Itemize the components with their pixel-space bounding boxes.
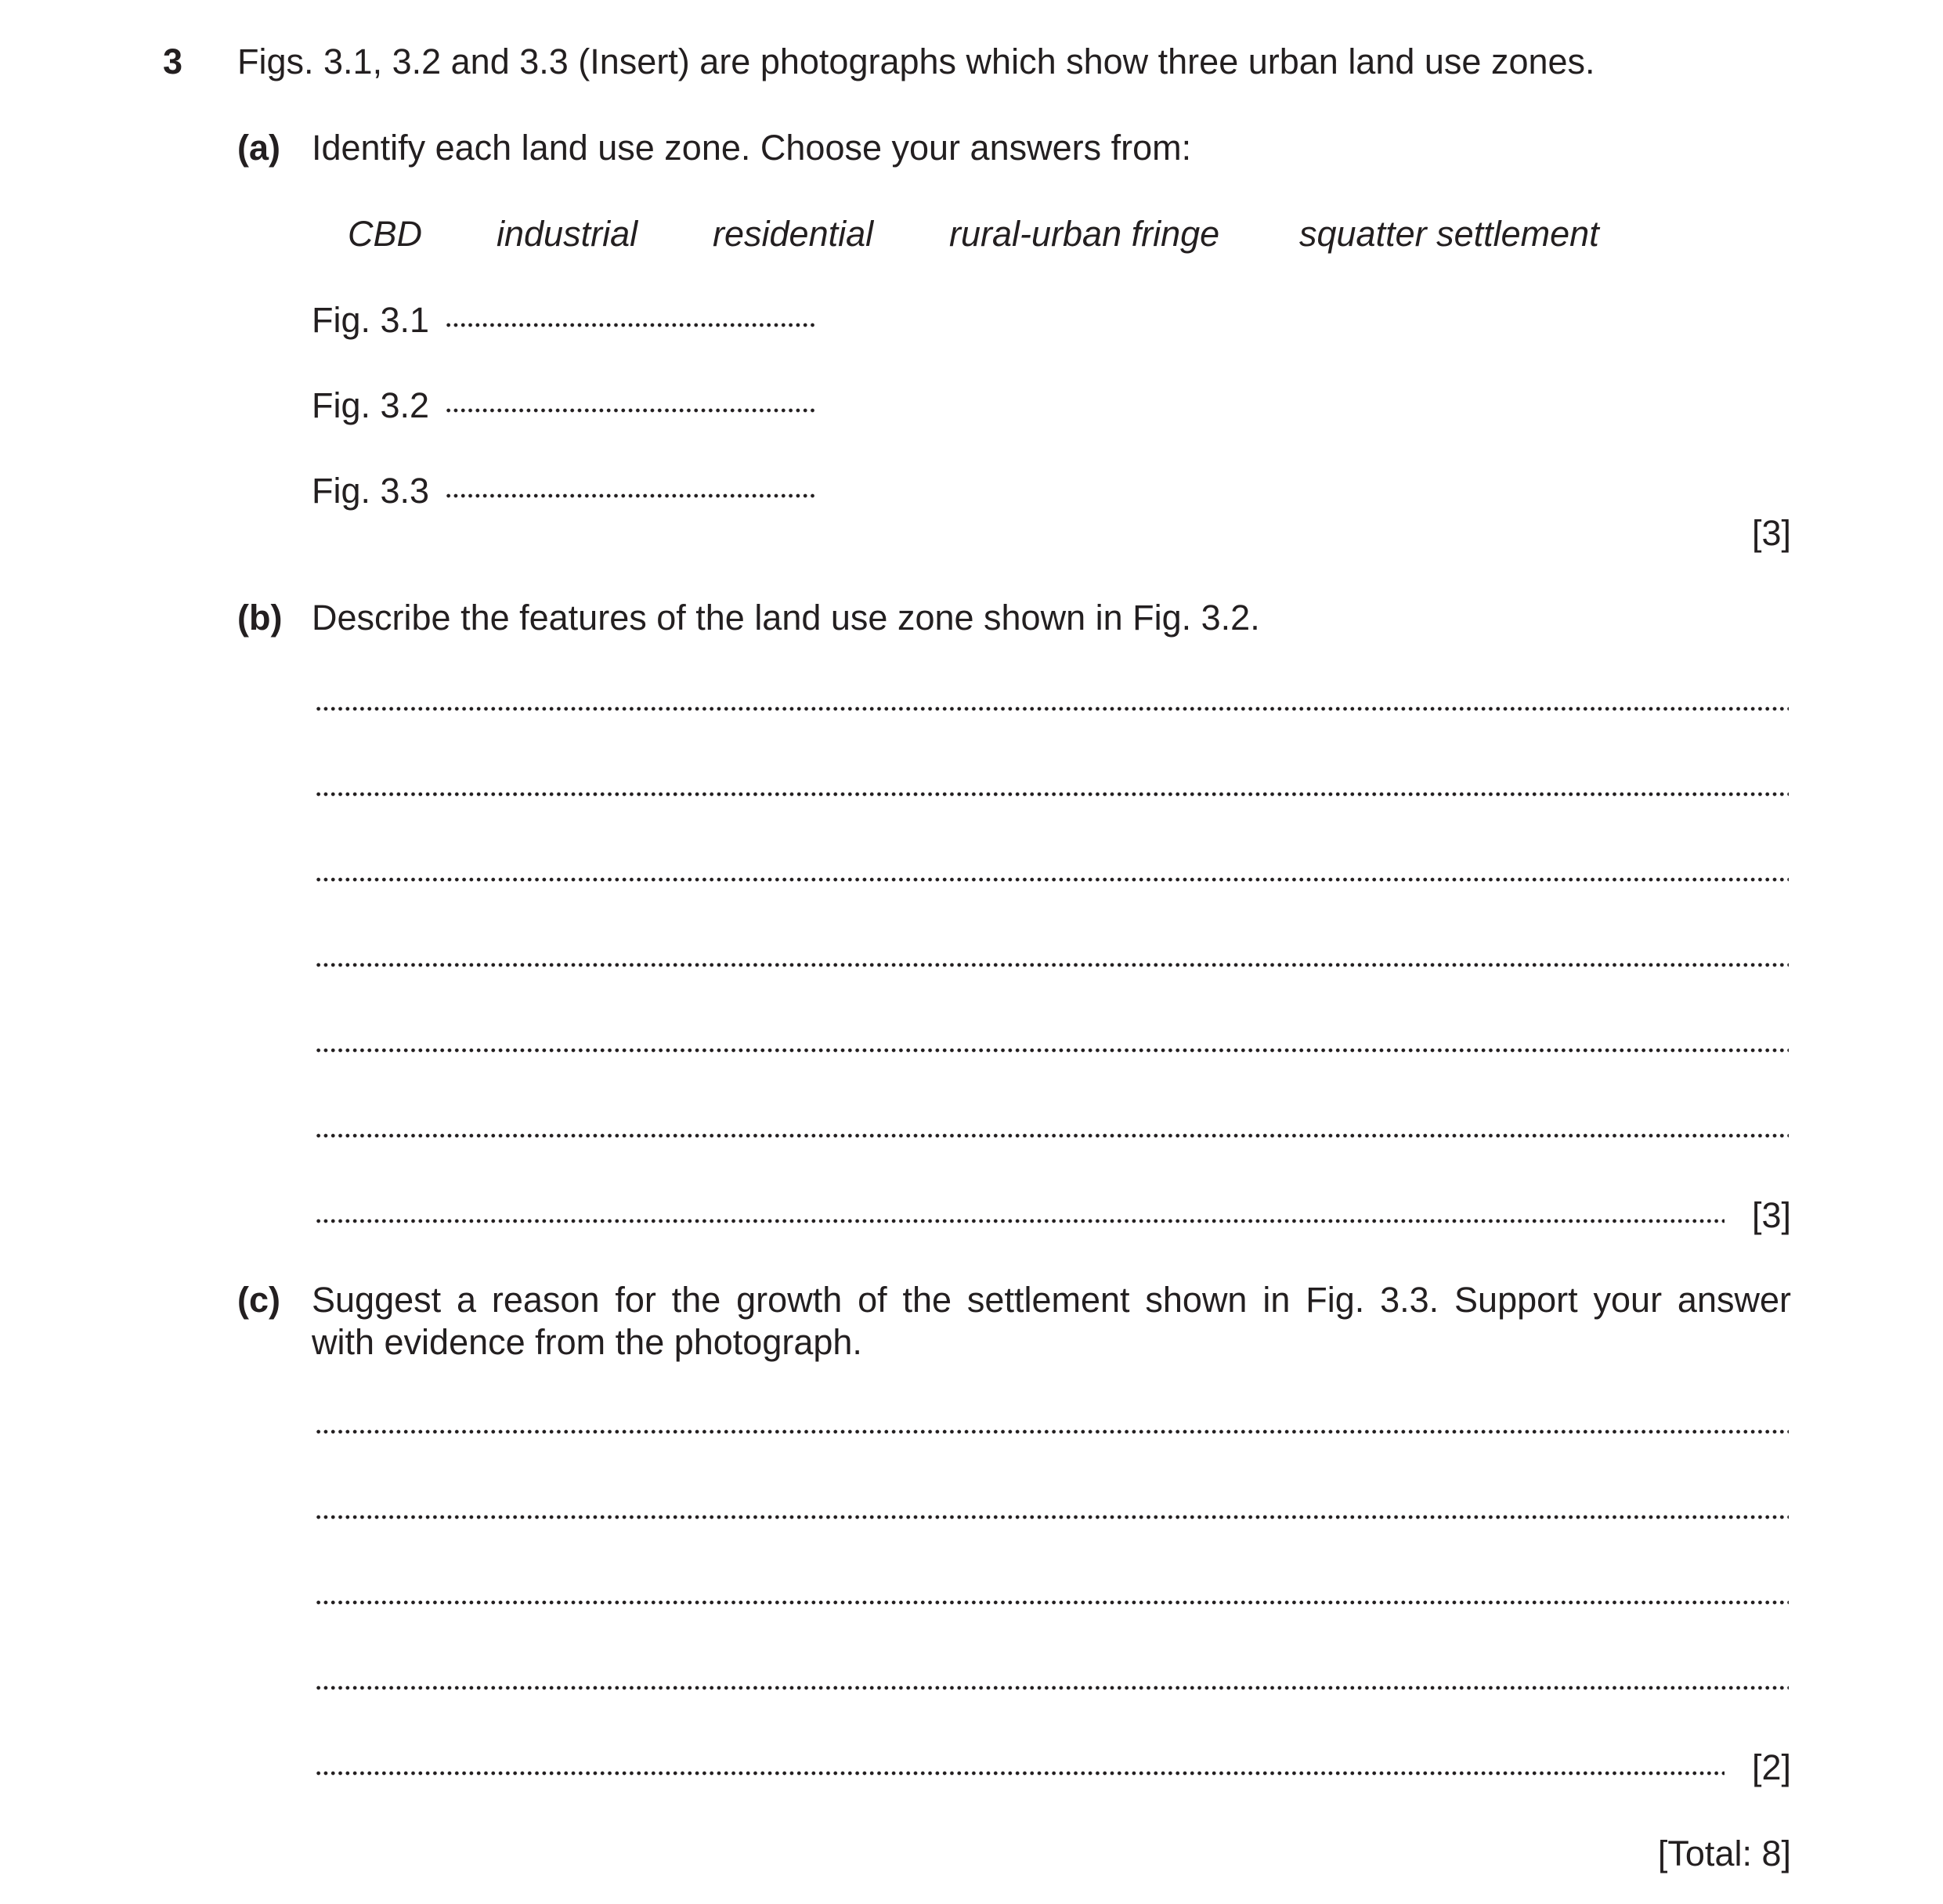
part-c-answer-line[interactable] (315, 1771, 1725, 1776)
option-rural-urban-fringe: rural-urban fringe (949, 214, 1220, 254)
part-c-answer-line[interactable] (315, 1515, 1789, 1519)
part-b-answer-line[interactable] (315, 963, 1789, 967)
part-b-answer-line[interactable] (315, 1048, 1789, 1053)
option-industrial: industrial (497, 214, 638, 254)
fig-3-2-label: Fig. 3.2 (312, 385, 430, 425)
part-c-label: (c) (237, 1280, 280, 1320)
part-b-answer-line[interactable] (315, 792, 1789, 797)
part-c-answer-line[interactable] (315, 1685, 1789, 1690)
part-c-prompt-line-2: with evidence from the photograph. (312, 1322, 862, 1362)
part-c-prompt-line-1: Suggest a reason for the growth of the settlement shown in Fig. 3.3. Support your answer (312, 1280, 1791, 1320)
question-stem: Figs. 3.1, 3.2 and 3.3 (Insert) are photographs which show three urban land use zones. (237, 42, 1595, 81)
part-b-answer-line[interactable] (315, 706, 1789, 711)
part-c-marks: [2] (1751, 1747, 1791, 1787)
part-b-answer-line[interactable] (315, 1219, 1725, 1223)
part-a-marks: [3] (1751, 513, 1791, 553)
fig-3-2-answer-line[interactable] (445, 408, 814, 413)
part-b-marks: [3] (1751, 1195, 1791, 1235)
part-a-label: (a) (237, 128, 280, 168)
option-residential: residential (713, 214, 874, 254)
part-b-answer-line[interactable] (315, 1133, 1789, 1138)
fig-3-1-label: Fig. 3.1 (312, 300, 430, 340)
fig-3-1-answer-line[interactable] (445, 323, 814, 327)
total-marks: [Total: 8] (1657, 1834, 1791, 1873)
part-b-label: (b) (237, 598, 283, 638)
part-b-answer-line[interactable] (315, 877, 1789, 882)
option-cbd: CBD (348, 214, 423, 254)
fig-3-3-label: Fig. 3.3 (312, 471, 430, 511)
part-c-answer-line[interactable] (315, 1600, 1789, 1605)
part-b-prompt: Describe the features of the land use zone shown in Fig. 3.2. (312, 598, 1260, 638)
option-squatter-settlement: squatter settlement (1299, 214, 1599, 254)
part-c-answer-line[interactable] (315, 1429, 1789, 1434)
part-a-prompt: Identify each land use zone. Choose your answers from: (312, 128, 1192, 168)
fig-3-3-answer-line[interactable] (445, 493, 814, 498)
question-number: 3 (163, 42, 183, 81)
